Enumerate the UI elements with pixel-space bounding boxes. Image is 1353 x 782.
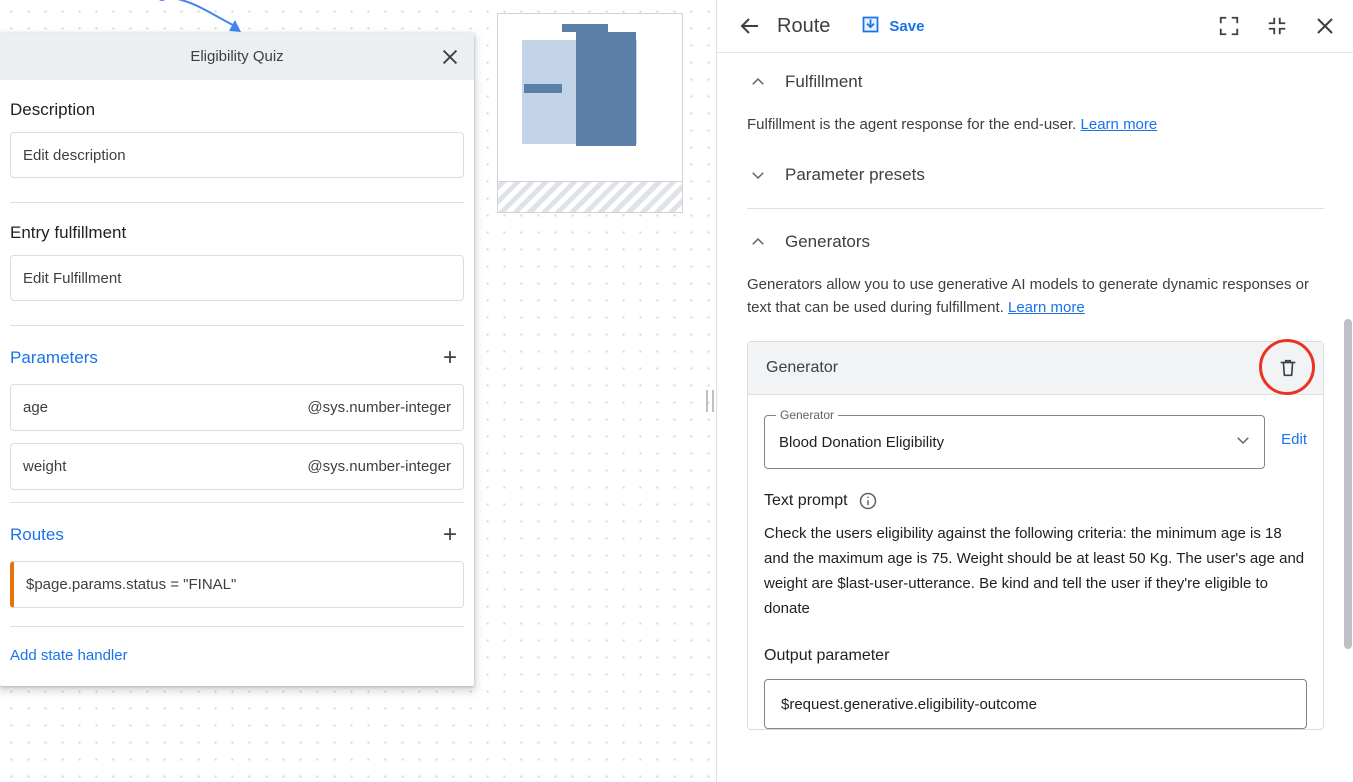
generator-select-value: Blood Donation Eligibility: [779, 433, 945, 451]
fulfillment-description: [747, 113, 1324, 136]
fulfillment-description-text: Fulfillment is the agent response for the end-user.: [747, 116, 1077, 133]
trash-icon[interactable]: [1271, 351, 1305, 385]
node-panel: [0, 33, 474, 686]
minimap[interactable]: [497, 13, 683, 213]
minimap-stripes: [498, 181, 682, 212]
parameter-name: weight: [23, 458, 67, 475]
parameter-type: @sys.number-integer: [307, 399, 451, 416]
generator-select[interactable]: [764, 408, 1265, 469]
save-icon: [860, 14, 881, 39]
table-row[interactable]: [10, 384, 464, 431]
chevron-down-icon[interactable]: [1234, 431, 1252, 453]
minimap-shape: [524, 84, 562, 93]
text-prompt-row: [764, 491, 1307, 511]
node-panel-body: [0, 80, 474, 686]
page-title: Route: [777, 14, 831, 37]
generator-card: [747, 341, 1324, 730]
description-section-title: Description: [10, 100, 96, 119]
scrollbar[interactable]: [1344, 109, 1352, 782]
route-panel: [716, 0, 1353, 782]
generators-learn-more-link[interactable]: Learn more: [1008, 299, 1085, 316]
parameter-name: age: [23, 399, 49, 416]
arrow-back-icon[interactable]: [733, 9, 767, 43]
save-label: Save: [889, 17, 925, 35]
edit-generator-link[interactable]: Edit: [1281, 431, 1307, 448]
fullscreen-icon[interactable]: [1212, 9, 1246, 43]
route-panel-actions: [1212, 0, 1342, 52]
parameter-type: @sys.number-integer: [307, 458, 451, 475]
chevron-up-icon: [747, 231, 769, 253]
output-parameter-input[interactable]: $request.generative.eligibility-outcome: [764, 679, 1307, 729]
generator-select-row: [764, 408, 1307, 469]
chevron-down-icon: [747, 164, 769, 186]
routes-header: [10, 503, 464, 561]
generator-card-header: [748, 342, 1323, 395]
entry-fulfillment-section-title: Entry fulfillment: [10, 223, 127, 242]
minimap-shape: [562, 24, 608, 32]
table-row[interactable]: [10, 443, 464, 490]
save-button[interactable]: [860, 14, 924, 39]
generators-description: [747, 273, 1324, 319]
info-icon[interactable]: [858, 491, 878, 511]
parameter-presets-header: Parameter presets: [785, 165, 925, 184]
route-panel-body: [717, 53, 1353, 782]
add-route-button[interactable]: +: [442, 521, 457, 548]
parameters-header: [10, 326, 464, 384]
minimap-shape: [576, 32, 636, 146]
generator-card-body: [748, 395, 1323, 729]
node-title: Eligibility Quiz: [190, 48, 284, 65]
generators-description-text: Generators allow you to use generative AI models to generate dynamic responses or text that can be used during fulfillment.: [747, 276, 1309, 316]
generator-card-title: Generator: [766, 359, 839, 376]
collapse-icon[interactable]: [1260, 9, 1294, 43]
generators-header: Generators: [785, 232, 871, 251]
divider: [747, 208, 1324, 209]
fulfillment-learn-more-link[interactable]: Learn more: [1080, 116, 1158, 133]
generator-select-label: Generator: [776, 408, 838, 422]
fulfillment-header: Fulfillment: [785, 72, 863, 91]
scrollbar-thumb[interactable]: [1344, 319, 1352, 649]
generators-toggle[interactable]: [747, 231, 1324, 253]
add-state-handler-link[interactable]: Add state handler: [10, 647, 128, 664]
fulfillment-section-toggle[interactable]: [747, 71, 1324, 93]
description-field[interactable]: Edit description: [10, 132, 464, 178]
routes-title[interactable]: Routes: [10, 525, 64, 544]
output-parameter-label: Output parameter: [764, 647, 890, 664]
panel-splitter[interactable]: [706, 390, 714, 412]
entry-fulfillment-field[interactable]: Edit Fulfillment: [10, 255, 464, 301]
list-item[interactable]: $page.params.status = "FINAL": [10, 561, 464, 608]
parameter-presets-toggle[interactable]: [747, 164, 1324, 186]
close-icon[interactable]: [1308, 9, 1342, 43]
parameters-title[interactable]: Parameters: [10, 348, 98, 367]
text-prompt-label: Text prompt: [764, 492, 848, 509]
route-panel-header: [717, 0, 1353, 53]
chevron-up-icon: [747, 71, 769, 93]
close-icon[interactable]: [426, 33, 474, 80]
add-parameter-button[interactable]: +: [442, 344, 457, 371]
text-prompt-value[interactable]: Check the users eligibility against the following criteria: the minimum age is 18 and the maximum age is 75. Weight should be at least 50 Kg. The user's age and weight are $last-user-utterance. Be kind and tell the user if they're eligible to donate: [764, 525, 1305, 617]
node-panel-header: [0, 33, 474, 80]
